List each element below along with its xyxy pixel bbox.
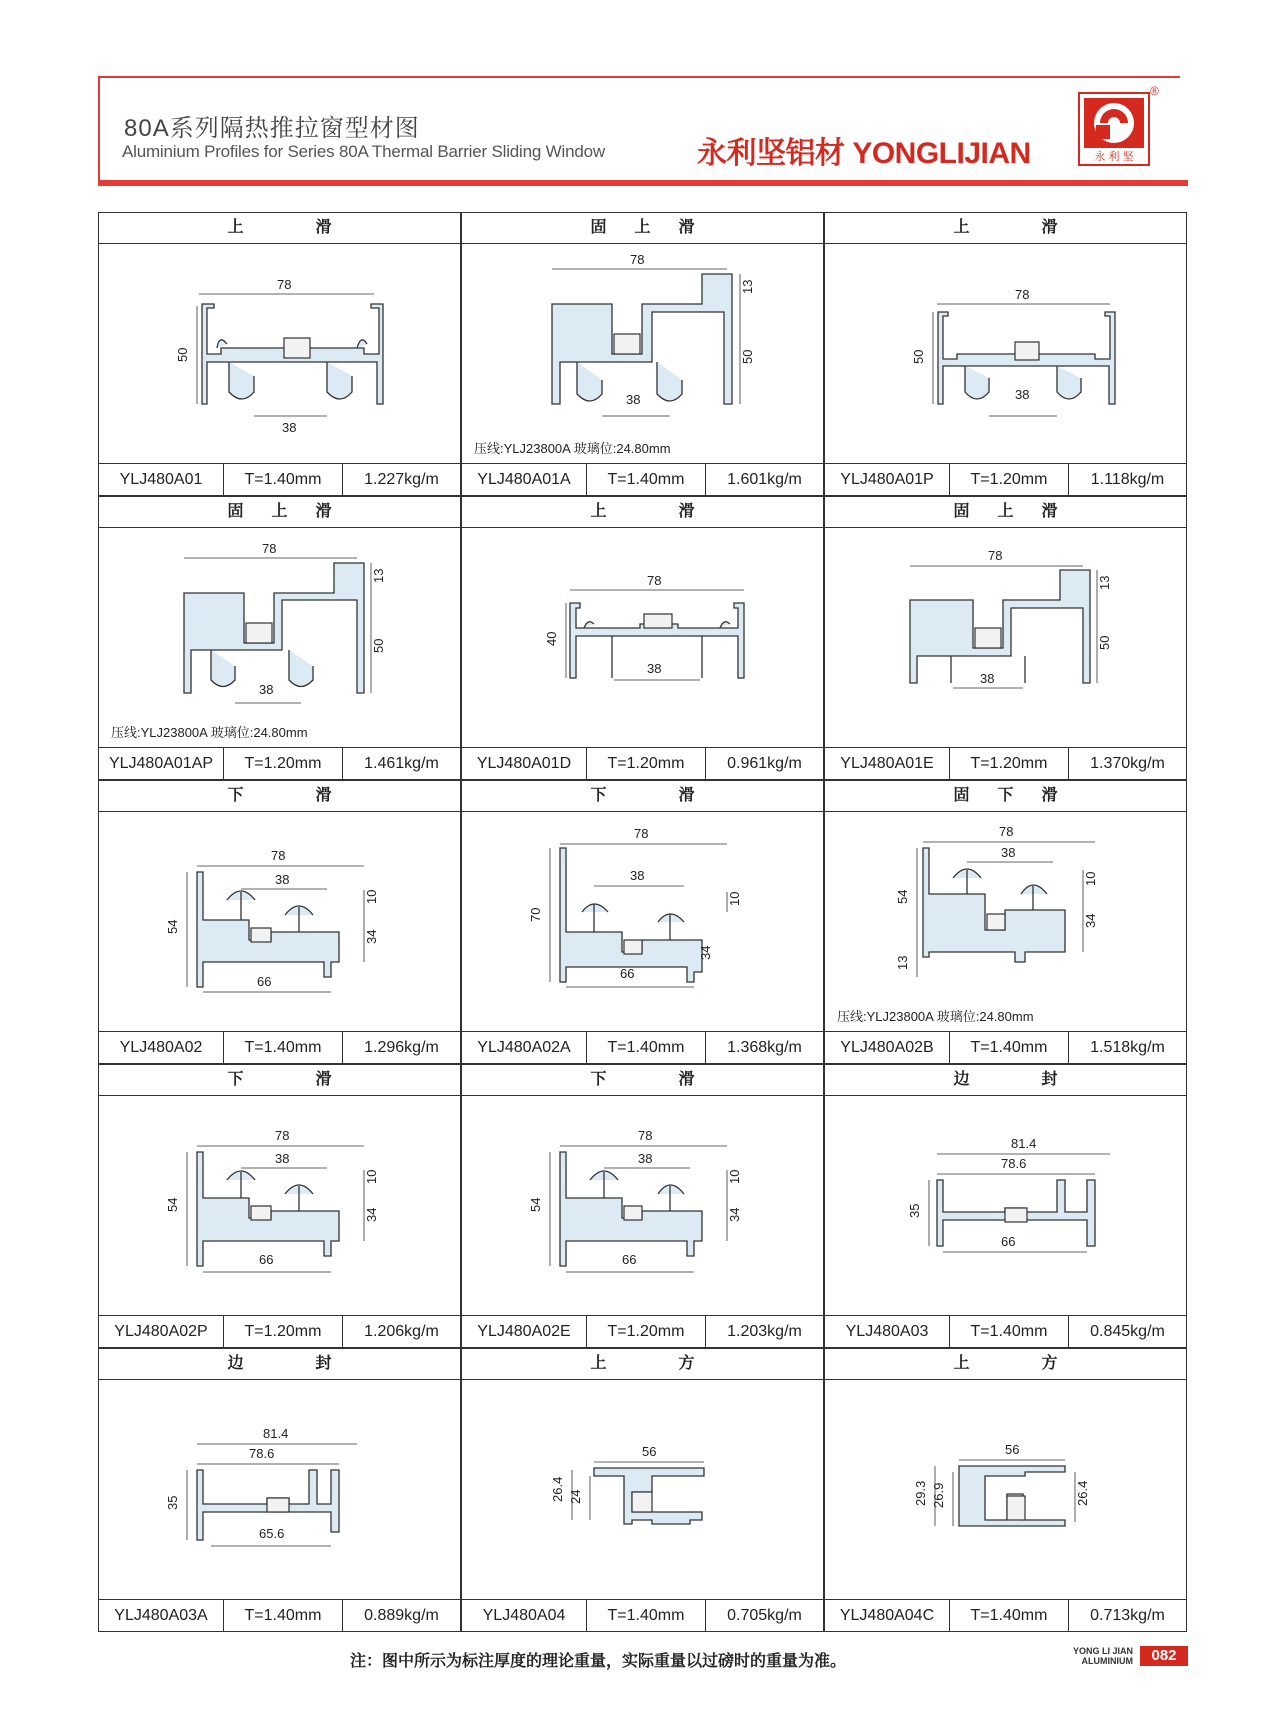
svg-text:78.6: 78.6 [249,1446,275,1461]
svg-text:66: 66 [1001,1234,1016,1249]
svg-text:50: 50 [175,347,190,362]
svg-text:78: 78 [275,1128,290,1143]
svg-text:10: 10 [727,891,742,906]
svg-text:38: 38 [1001,845,1016,860]
brand-name: 永利坚铝材 YONGLIJIAN [697,137,1031,170]
profile-code: YLJ480A03A [99,1600,224,1631]
profile-drawing [99,244,460,464]
profile-name: 固上滑 [825,497,1186,528]
svg-text:50: 50 [371,638,386,653]
profile-thickness: T=1.20mm [950,748,1069,779]
footer-mark-line1: YONG LI JIAN [1073,1646,1134,1656]
profile-drawing [462,244,823,464]
profile-name: 下 滑 [99,781,460,812]
profile-code: YLJ480A01AP [99,748,224,779]
svg-text:56: 56 [642,1444,657,1459]
svg-text:78: 78 [634,826,649,841]
svg-text:13: 13 [371,568,386,583]
svg-text:38: 38 [630,868,645,883]
profile-drawing [462,1380,823,1600]
profile-spec-row [462,1599,823,1631]
profile-note: 压线:YLJ23800A 玻璃位:24.80mm [474,441,671,456]
profile-code: YLJ480A01E [825,748,950,779]
profile-code: YLJ480A03 [825,1316,950,1347]
svg-text:13: 13 [740,279,755,294]
profile-name: 下 滑 [99,1065,460,1096]
profile-name: 上 滑 [825,213,1186,244]
svg-text:66: 66 [622,1252,637,1267]
svg-text:26.9: 26.9 [931,1482,946,1508]
profile-code: YLJ480A04C [825,1600,950,1631]
brand-logo [1078,92,1150,166]
profile-weight: 1.206kg/m [364,1323,439,1340]
svg-text:26.4: 26.4 [550,1476,565,1502]
svg-text:29.3: 29.3 [913,1480,928,1506]
profile-drawing [825,244,1186,464]
profile-thickness: T=1.20mm [587,1316,706,1347]
profile-code: YLJ480A01D [462,748,587,779]
profile-weight: 1.296kg/m [364,1039,439,1056]
profile-name: 固上滑 [99,497,460,528]
profile-drawing [462,812,823,1032]
profile-drawing [825,528,1186,748]
profile-drawing [99,1380,460,1600]
profile-card [98,780,461,1064]
profile-card [98,212,461,496]
profile-code: YLJ480A02B [825,1032,950,1063]
profile-name: 固上滑 [462,213,823,244]
profile-thickness: T=1.40mm [950,1600,1069,1631]
svg-text:78: 78 [630,252,645,267]
profile-weight: 0.713kg/m [1090,1607,1165,1624]
footer-note: 注：图中所示为标注厚度的理论重量，实际重量以过磅时的重量为准。 [350,1653,847,1670]
profile-thickness: T=1.40mm [950,1032,1069,1063]
profile-card [824,496,1187,780]
profile-name: 上 滑 [99,213,460,244]
profile-thickness: T=1.20mm [224,1316,343,1347]
profile-code: YLJ480A01 [99,464,224,495]
svg-text:13: 13 [1097,575,1112,590]
svg-text:34: 34 [364,929,379,944]
profile-card [461,1064,824,1348]
svg-text:40: 40 [544,631,559,646]
svg-text:35: 35 [907,1203,922,1218]
registered-mark: ® [1150,84,1159,98]
profile-card [824,1348,1187,1632]
profile-weight: 1.370kg/m [1090,755,1165,772]
page-title-en: Aluminium Profiles for Series 80A Thermal Barrier Sliding Window [122,142,605,161]
profile-code: YLJ480A01A [462,464,587,495]
profile-spec-row [99,1031,460,1063]
svg-text:38: 38 [638,1151,653,1166]
svg-text:38: 38 [275,1151,290,1166]
profile-thickness: T=1.40mm [224,1032,343,1063]
profile-name: 上 方 [462,1349,823,1380]
profile-spec-row [462,1315,823,1347]
profile-spec-row [825,1031,1186,1063]
logo-text: 永 利 坚 [1094,151,1134,163]
profile-spec-row [462,463,823,495]
profile-card [98,1348,461,1632]
profile-weight: 1.461kg/m [364,755,439,772]
profile-name: 下 滑 [462,781,823,812]
profile-drawing [462,528,823,748]
profile-card [824,212,1187,496]
svg-text:78: 78 [647,573,662,588]
profile-spec-row [825,463,1186,495]
profile-thickness: T=1.40mm [224,464,343,495]
svg-text:66: 66 [257,974,272,989]
svg-text:78: 78 [271,848,286,863]
svg-text:66: 66 [620,966,635,981]
svg-text:78: 78 [988,548,1003,563]
profile-code: YLJ480A04 [462,1600,587,1631]
svg-text:38: 38 [626,392,641,407]
profile-card [461,1348,824,1632]
profile-name: 边 封 [99,1349,460,1380]
svg-text:38: 38 [647,661,662,676]
svg-text:10: 10 [364,1169,379,1184]
profile-spec-row [99,747,460,779]
svg-text:10: 10 [1083,871,1098,886]
profile-drawing [825,1380,1186,1600]
svg-text:66: 66 [259,1252,274,1267]
profile-code: YLJ480A02E [462,1316,587,1347]
svg-text:78: 78 [262,541,277,556]
profile-card [98,1064,461,1348]
profile-spec-row [99,1599,460,1631]
svg-text:38: 38 [980,671,995,686]
profile-spec-row [825,747,1186,779]
svg-text:54: 54 [895,889,910,904]
svg-text:56: 56 [1005,1442,1020,1457]
profile-card [461,780,824,1064]
svg-text:10: 10 [364,889,379,904]
profile-spec-row [99,1315,460,1347]
svg-text:34: 34 [364,1207,379,1222]
svg-text:34: 34 [1083,913,1098,928]
profile-note: 压线:YLJ23800A 玻璃位:24.80mm [837,1009,1034,1024]
profile-thickness: T=1.20mm [224,748,343,779]
profile-thickness: T=1.40mm [224,1600,343,1631]
svg-text:38: 38 [259,682,274,697]
svg-text:78.6: 78.6 [1001,1156,1027,1171]
svg-text:78: 78 [277,277,292,292]
footer-mark-line2: ALUMINIUM [1081,1656,1134,1666]
profile-drawing [825,812,1186,1032]
header-underline [98,180,1188,186]
profile-card [461,496,824,780]
page-title-cn: 80A系列隔热推拉窗型材图 [124,115,420,142]
footer-mark [1073,1646,1133,1666]
svg-text:78: 78 [638,1128,653,1143]
svg-text:70: 70 [528,907,543,922]
profile-card [461,212,824,496]
svg-text:26.4: 26.4 [1075,1480,1090,1506]
profile-weight: 0.961kg/m [727,755,802,772]
svg-text:54: 54 [165,919,180,934]
profile-weight: 1.368kg/m [727,1039,802,1056]
profile-code: YLJ480A02P [99,1316,224,1347]
profile-name: 边 封 [825,1065,1186,1096]
svg-text:78: 78 [999,824,1014,839]
profile-thickness: T=1.20mm [950,464,1069,495]
svg-text:81.4: 81.4 [1011,1136,1037,1151]
profile-weight: 0.705kg/m [727,1607,802,1624]
profile-code: YLJ480A02A [462,1032,587,1063]
profile-spec-row [99,463,460,495]
profile-weight: 1.518kg/m [1090,1039,1165,1056]
profile-weight: 0.889kg/m [364,1607,439,1624]
profile-name: 下 滑 [462,1065,823,1096]
profile-card [98,496,461,780]
profile-weight: 0.845kg/m [1090,1323,1165,1340]
profile-spec-row [462,1031,823,1063]
svg-text:65.6: 65.6 [259,1526,285,1541]
profile-weight: 1.601kg/m [727,471,802,488]
profile-weight: 1.118kg/m [1090,471,1165,488]
svg-text:10: 10 [727,1169,742,1184]
profile-name: 上 方 [825,1349,1186,1380]
profile-code: YLJ480A02 [99,1032,224,1063]
svg-text:38: 38 [1015,387,1030,402]
svg-text:50: 50 [911,349,926,364]
svg-text:38: 38 [282,420,297,435]
profile-drawing [462,1096,823,1316]
svg-text:13: 13 [895,955,910,970]
profile-weight: 1.203kg/m [727,1323,802,1340]
svg-text:34: 34 [698,945,713,960]
svg-text:78: 78 [1015,287,1030,302]
svg-text:54: 54 [528,1197,543,1212]
profile-drawing [99,528,460,748]
svg-text:24: 24 [568,1489,583,1504]
profile-drawing [825,1096,1186,1316]
profile-spec-row [825,1315,1186,1347]
svg-text:35: 35 [165,1495,180,1510]
profile-thickness: T=1.40mm [587,464,706,495]
profile-thickness: T=1.40mm [587,1032,706,1063]
profile-spec-row [825,1599,1186,1631]
page-number: 082 [1140,1646,1188,1666]
profile-note: 压线:YLJ23800A 玻璃位:24.80mm [111,725,308,740]
profile-name: 上 滑 [462,497,823,528]
profile-drawing [99,812,460,1032]
svg-text:50: 50 [740,349,755,364]
profile-thickness: T=1.40mm [587,1600,706,1631]
profile-thickness: T=1.20mm [587,748,706,779]
profile-name: 固下滑 [825,781,1186,812]
svg-text:54: 54 [165,1197,180,1212]
profile-weight: 1.227kg/m [364,471,439,488]
svg-text:81.4: 81.4 [263,1426,289,1441]
svg-text:50: 50 [1097,635,1112,650]
profile-spec-row [462,747,823,779]
profile-code: YLJ480A01P [825,464,950,495]
svg-text:34: 34 [727,1207,742,1222]
profile-card [824,780,1187,1064]
svg-text:38: 38 [275,872,290,887]
profile-card [824,1064,1187,1348]
profile-thickness: T=1.40mm [950,1316,1069,1347]
profile-drawing [99,1096,460,1316]
